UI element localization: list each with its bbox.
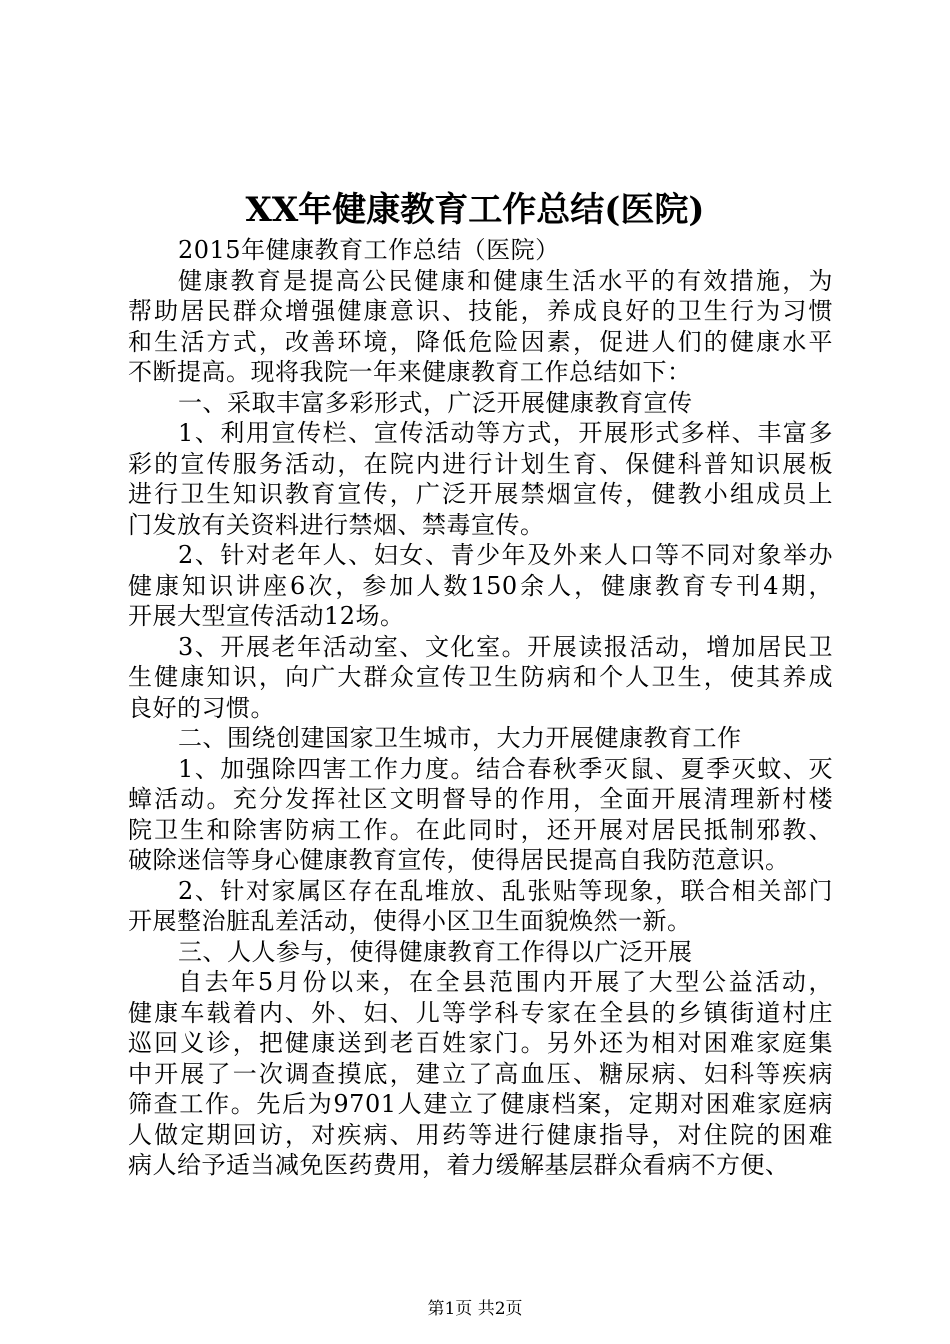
text-line: 帮助居民群众增强健康意识、技能，养成良好的卫生行为习惯 [128,297,833,325]
paragraph [128,266,833,388]
text-line: 三、人人参与，使得健康教育工作得以广泛开展 [178,937,693,966]
text-line: 健康知识讲座6次，参加人数150余人，健康教育专刊4期， [128,571,833,600]
text-line: 自去年5月份以来，在全县范围内开展了大型公益活动， [178,968,833,996]
paragraph [128,632,833,724]
text-line: 不断提高。现将我院一年来健康教育工作总结如下： [128,358,692,386]
text-line: 开展整治脏乱差活动，使得小区卫生面貌焕然一新。 [128,907,692,935]
paragraph [128,723,833,754]
text-line: 巡回义诊，把健康送到老百姓家门。另外还为相对困难家庭集 [128,1029,833,1057]
text-line: 2、针对家属区存在乱堆放、乱张贴等现象，联合相关部门 [178,876,833,905]
text-line: 2、针对老年人、妇女、青少年及外来人口等不同对象举办 [178,541,833,569]
text-line: 筛查工作。先后为9701人建立了健康档案，定期对困难家庭病 [128,1090,833,1118]
text-line: 进行卫生知识教育宣传，广泛开展禁烟宣传，健教小组成员上 [128,480,833,508]
document-title: XX年健康教育工作总结(医院) [245,190,705,230]
paragraph [128,754,833,876]
paragraph [128,540,833,632]
paragraph [128,876,833,937]
text-line: 彩的宣传服务活动，在院内进行计划生育、保健科普知识展板 [128,449,833,478]
text-line: 中开展了一次调查摸底，建立了高血压、糖尿病、妇科等疾病 [128,1059,833,1088]
text-line: 良好的习惯。 [128,693,275,722]
page-footer: 第1页 共2页 [427,1299,523,1319]
paragraph [128,937,833,968]
paragraph [128,418,833,540]
text-line: 1、利用宣传栏、宣传活动等方式，开展形式多样、丰富多 [178,419,833,447]
text-line: 二、围绕创建国家卫生城市，大力开展健康教育工作 [178,724,742,752]
text-line: 健康教育是提高公民健康和健康生活水平的有效措施，为 [178,266,833,295]
text-line: 生健康知识，向广大群众宣传卫生防病和个人卫生，使其养成 [128,663,833,691]
text-line: 2015年健康教育工作总结（医院） [178,236,560,264]
text-line: 和生活方式，改善环境，降低危险因素，促进人们的健康水平 [128,327,833,356]
paragraph [128,967,833,1181]
text-line: 院卫生和除害防病工作。在此同时，还开展对居民抵制邪教、 [128,815,833,844]
text-line: 健康车载着内、外、妇、儿等学科专家在全县的乡镇街道村庄 [128,998,833,1027]
text-line: 人做定期回访，对疾病、用药等进行健康指导，对住院的困难 [128,1120,833,1149]
text-line: 破除迷信等身心健康教育宣传，使得居民提高自我防范意识。 [128,846,790,874]
text-line: 门发放有关资料进行禁烟、禁毒宣传。 [128,510,545,539]
text-line: 3、开展老年活动室、文化室。开展读报活动，增加居民卫 [178,632,833,661]
text-line: 蟑活动。充分发挥社区文明督导的作用，全面开展清理新村楼 [128,785,833,813]
paragraph [128,388,833,419]
text-line: 开展大型宣传活动12场。 [128,602,405,630]
paragraph [128,235,833,266]
text-line: 一、采取丰富多彩形式，广泛开展健康教育宣传 [178,388,693,417]
text-line: 1、加强除四害工作力度。结合春秋季灭鼠、夏季灭蚊、灭 [178,754,833,783]
document-body [128,235,833,1181]
text-line: 病人给予适当减免医药费用，着力缓解基层群众看病不方便、 [128,1151,790,1179]
